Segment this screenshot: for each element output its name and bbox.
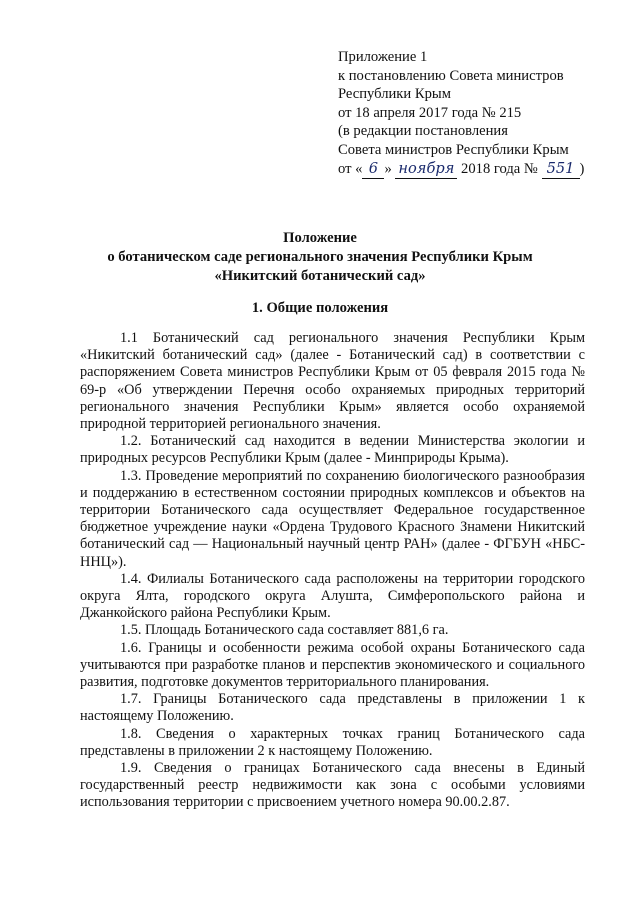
- appendix-line-2: к постановлению Совета министров: [338, 67, 564, 84]
- paragraph-1-3: 1.3. Проведение мероприятий по сохранению биологического разнообразия и поддержанию в естественном состоянии природных комплексов и объектов на территории Ботанического сада осуществляет Федеральное государственное бюджетное учреждение науки «Ордена Трудового Красного Знамени Никитский ботанический сад — Национальный научный центр РАН» (далее - ФГБУН «НБС-ННЦ»).: [80, 467, 585, 570]
- handwritten-month: ноября: [395, 160, 457, 180]
- paragraph-1-9: 1.9. Сведения о границах Ботанического сада внесены в Единый государственный реестр недвижимости как зона с особыми условиями использования территории с присвоением учетного номера 90.00.2.87.: [80, 760, 585, 811]
- appendix-line-3: Республики Крым: [338, 86, 451, 103]
- handwritten-number: 551: [542, 160, 580, 180]
- paragraph-1-5: 1.5. Площадь Ботанического сада составляет 881,6 га.: [120, 622, 449, 639]
- title-line-2: о ботаническом саде регионального значения Республики Крым: [107, 249, 533, 265]
- appendix-line-7: [338, 160, 584, 180]
- date-suffix: ): [579, 160, 585, 177]
- section-heading: 1. Общие положения: [251, 300, 389, 316]
- document-body: [80, 330, 585, 812]
- paragraph-1-8: 1.8. Сведения о характерных точках границ Ботанического сада представлены в приложении 2 к настоящему Положению.: [80, 725, 585, 759]
- appendix-line-1: Приложение 1: [338, 49, 428, 65]
- title-line-3: «Никитский ботанический сад»: [214, 268, 426, 284]
- appendix-header: [338, 48, 584, 179]
- appendix-line-5: (в редакции постановления: [338, 123, 508, 140]
- appendix-line-6: Совета министров Республики Крым: [338, 141, 569, 158]
- paragraph-1-6: 1.6. Границы и особенности режима особой охраны Ботанического сада учитываются при разработке планов и перспектив экономического и социального развития, подготовке документов территориального планирования.: [80, 639, 585, 691]
- document-title: [0, 229, 640, 286]
- appendix-line-4: от 18 апреля 2017 года № 215: [338, 104, 522, 121]
- handwritten-day: 6: [362, 160, 384, 180]
- paragraph-1-2: 1.2. Ботанический сад находится в ведении Министерства экологии и природных ресурсов Республики Крым (далее - Минприроды Крыма).: [80, 433, 585, 467]
- paragraph-1-1: 1.1 Ботанический сад регионального значения Республики Крым «Никитский ботанический сад» (далее - Ботанический сад) в соответствии с распоряжением Совета министров Республики Крым от 05 февраля 2015 года № 69-р «Об утверждении Перечня особо охраняемых природных территорий регионального значения Республики Крым» является особо охраняемой природной территорией регионального значения.: [80, 330, 585, 433]
- date-prefix: от «: [338, 160, 363, 177]
- title-line-1: Положение: [283, 230, 357, 246]
- paragraph-1-4: 1.4. Филиалы Ботанического сада расположены на территории городского округа Ялта, городского округа Алушта, Симферопольского района и Джанкойского района Республики Крым.: [80, 570, 585, 622]
- paragraph-1-7: 1.7. Границы Ботанического сада представлены в приложении 1 к настоящему Положению.: [80, 691, 585, 725]
- date-year: 2018 года №: [461, 160, 538, 177]
- date-mid: »: [384, 160, 392, 177]
